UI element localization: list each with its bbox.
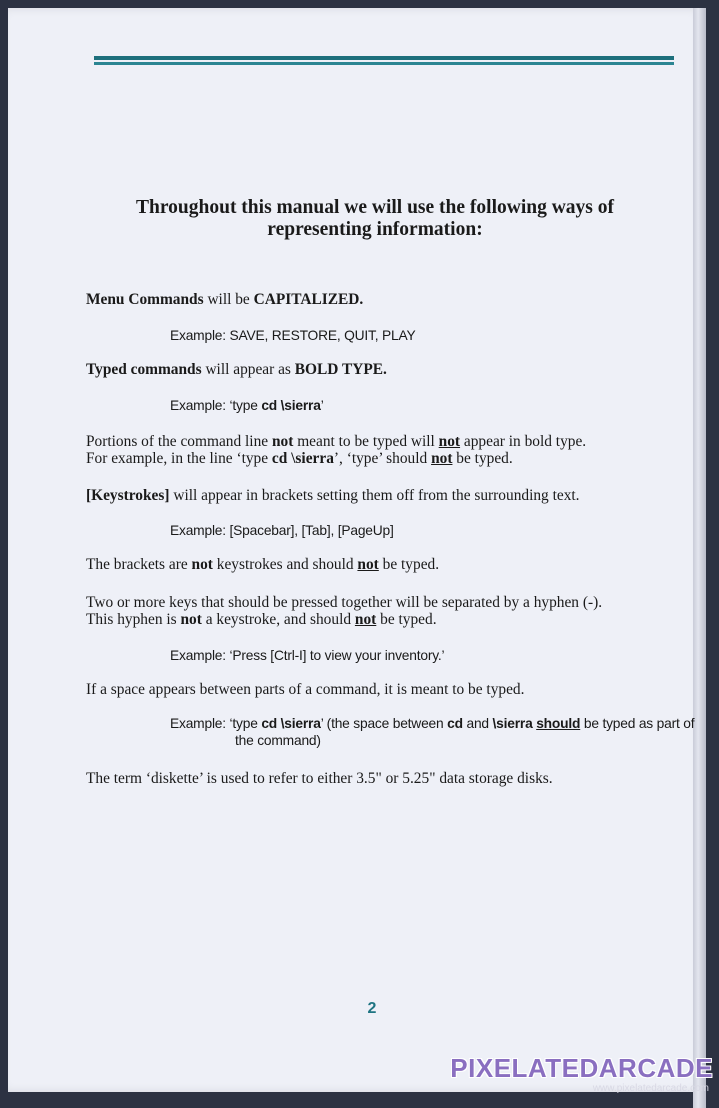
watermark-url: www.pixelatedarcade.com bbox=[592, 1083, 709, 1094]
key-combination-paragraph: Two or more keys that should be pressed together will be separated by a hyphen (-). This hyphen is not a keystroke, and should not be typed. bbox=[86, 594, 603, 628]
key-combination-example: Example: ‘Press [Ctrl-I] to view your inventory.’ bbox=[170, 648, 445, 663]
header-rule-secondary bbox=[94, 62, 674, 65]
keystrokes-example: Example: [Spacebar], [Tab], [PageUp] bbox=[170, 523, 394, 538]
menu-commands-example: Example: SAVE, RESTORE, QUIT, PLAY bbox=[170, 328, 416, 343]
page-heading: Throughout this manual we will use the following ways of representing information: bbox=[136, 197, 614, 240]
page-edge bbox=[693, 8, 706, 1108]
diskette-paragraph: The term ‘diskette’ is used to refer to either 3.5" or 5.25" data storage disks. bbox=[86, 770, 553, 787]
portions-paragraph: Portions of the command line not meant to be typed will not appear in bold type. For example, in the line ‘type cd \sierra’, ‘type’ should not be typed. bbox=[86, 433, 587, 467]
menu-commands-paragraph: Menu Commands will be CAPITALIZED. bbox=[86, 291, 364, 308]
space-example: Example: ‘type cd \sierra’ (the space between cd and \sierra should be typed as part of the command) bbox=[170, 716, 695, 748]
typed-commands-example: Example: ‘type cd \sierra’ bbox=[170, 398, 324, 413]
watermark-logo: PIXELATEDARCADE bbox=[450, 1053, 713, 1083]
typed-commands-paragraph: Typed commands will appear as BOLD TYPE. bbox=[86, 361, 387, 378]
space-paragraph: If a space appears between parts of a command, it is meant to be typed. bbox=[86, 681, 525, 698]
header-rule bbox=[94, 56, 674, 60]
manual-page bbox=[8, 8, 706, 1092]
keystrokes-paragraph: [Keystrokes] will appear in brackets setting them off from the surrounding text. bbox=[86, 487, 580, 504]
brackets-paragraph: The brackets are not keystrokes and should not be typed. bbox=[86, 556, 440, 573]
page-number: 2 bbox=[367, 1000, 377, 1017]
